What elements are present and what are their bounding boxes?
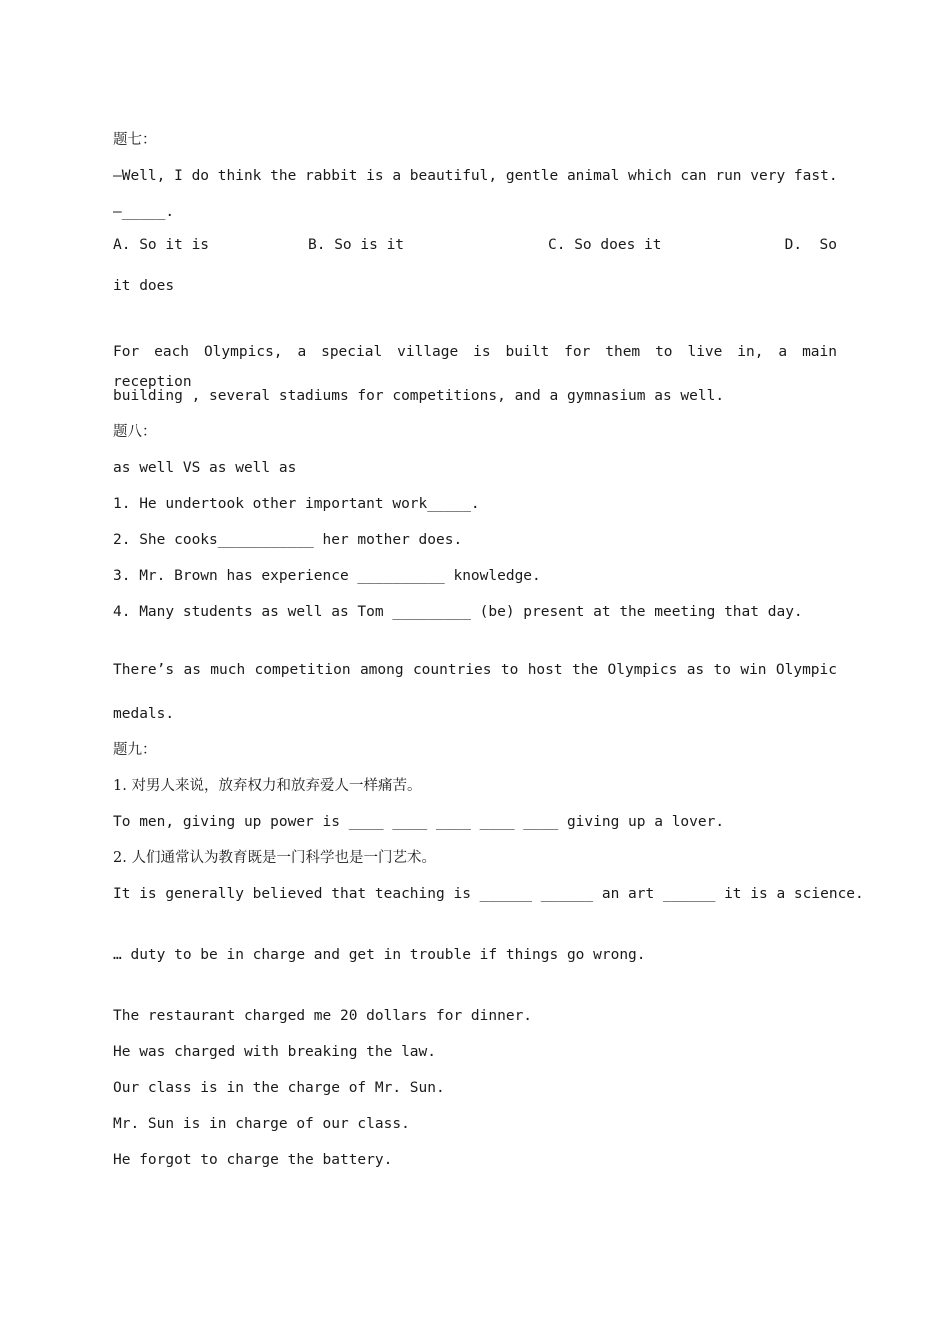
passage1-line-2: building , several stadiums for competitions, and a gymnasium as well. bbox=[113, 388, 725, 404]
passage2-line-2: medals. bbox=[113, 706, 175, 722]
q7-option-d: D. So bbox=[784, 237, 837, 253]
q7-dialogue-line-2: —_____. bbox=[113, 204, 175, 220]
q7-option-d-continued: it does bbox=[113, 278, 175, 294]
q8-heading: 题八： bbox=[113, 424, 157, 440]
charge-example-4: Mr. Sun is in charge of our class. bbox=[113, 1116, 410, 1132]
q8-item-3: 3. Mr. Brown has experience __________ knowledge. bbox=[113, 568, 541, 584]
q7-option-c: C. So does it bbox=[548, 237, 662, 253]
q9-item-2-chinese: 2. 人们通常认为教育既是一门科学也是一门艺术。 bbox=[113, 850, 436, 866]
charge-example-1: The restaurant charged me 20 dollars for dinner. bbox=[113, 1008, 533, 1024]
passage1-line-1: For each Olympics, a special village is built for them to live in, a main reception bbox=[113, 344, 837, 390]
q7-heading: 题七： bbox=[113, 132, 157, 148]
charge-example-2: He was charged with breaking the law. bbox=[113, 1044, 437, 1060]
passage2-line-1: There’s as much competition among countries to host the Olympics as to win Olympic bbox=[113, 662, 837, 678]
q9-item-2-english: It is generally believed that teaching is ______ ______ an art ______ it is a science. bbox=[113, 886, 864, 902]
q7-options bbox=[113, 230, 837, 271]
q8-item-2: 2. She cooks___________ her mother does. bbox=[113, 532, 463, 548]
q8-topic: as well VS as well as bbox=[113, 460, 297, 476]
q9-item-1-chinese: 1. 对男人来说，放弃权力和放弃爱人一样痛苦。 bbox=[113, 778, 422, 794]
charge-note: … duty to be in charge and get in trouble if things go wrong. bbox=[113, 947, 646, 963]
q7-option-a: A. So it is bbox=[113, 237, 210, 253]
q8-item-4: 4. Many students as well as Tom _________ (be) present at the meeting that day. bbox=[113, 604, 803, 620]
q9-item-1-english: To men, giving up power is ____ ____ ____ ____ ____ giving up a lover. bbox=[113, 814, 725, 830]
document-page bbox=[113, 122, 864, 1178]
q9-heading: 题九： bbox=[113, 742, 157, 758]
q7-dialogue-line-1: —Well, I do think the rabbit is a beautiful, gentle animal which can run very fast. bbox=[113, 168, 838, 184]
q8-item-1: 1. He undertook other important work_____. bbox=[113, 496, 480, 512]
q7-option-b: B. So is it bbox=[308, 237, 405, 253]
charge-example-3: Our class is in the charge of Mr. Sun. bbox=[113, 1080, 445, 1096]
charge-example-5: He forgot to charge the battery. bbox=[113, 1152, 393, 1168]
